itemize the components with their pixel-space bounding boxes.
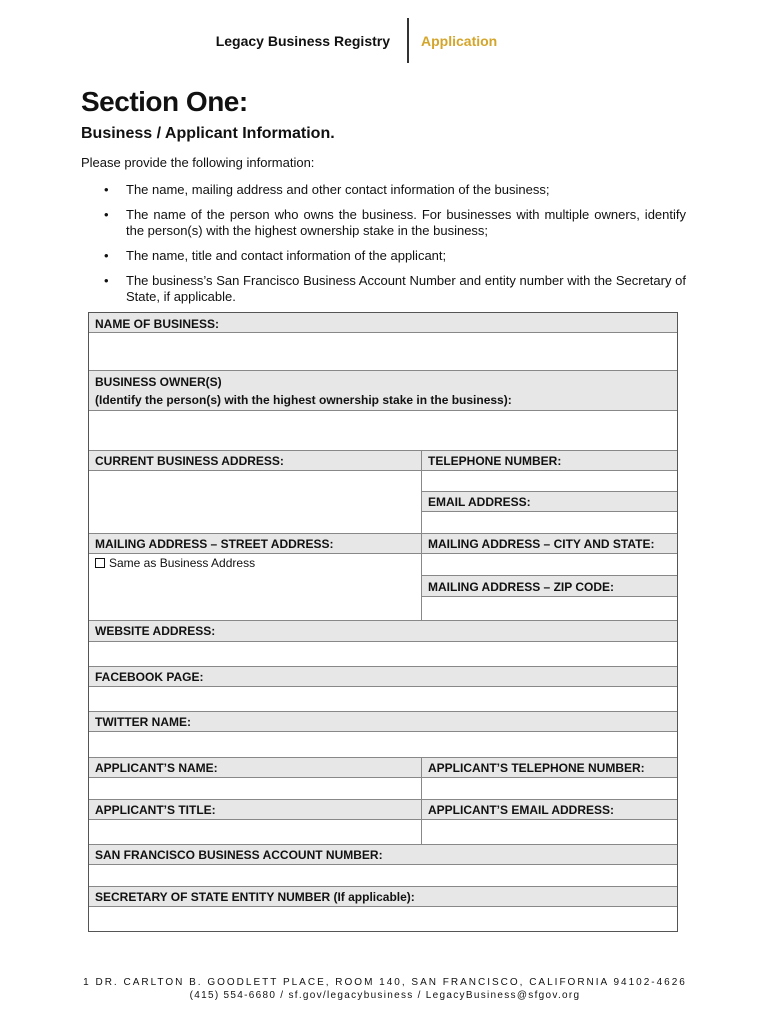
mailing-zip-label: MAILING ADDRESS – ZIP CODE:	[428, 580, 615, 594]
twitter-label: TWITTER NAME:	[95, 715, 191, 729]
website-field[interactable]	[89, 642, 677, 666]
registry-title: Legacy Business Registry	[215, 33, 390, 49]
sf-account-field[interactable]	[89, 865, 677, 886]
current-address-label: CURRENT BUSINESS ADDRESS:	[95, 454, 284, 468]
intro-text: Please provide the following information:	[81, 155, 315, 170]
applicant-title-label: APPLICANT’S TITLE:	[95, 803, 216, 817]
business-owners-label: BUSINESS OWNER(S)	[95, 375, 222, 389]
checkbox-icon[interactable]	[95, 558, 105, 568]
header-divider	[407, 18, 409, 63]
section-subtitle: Business / Applicant Information.	[81, 125, 335, 142]
mailing-zip-field[interactable]	[422, 597, 677, 620]
applicant-email-label: APPLICANT’S EMAIL ADDRESS:	[428, 803, 615, 817]
same-as-label: Same as Business Address	[109, 556, 256, 570]
bullet-item: • The name of the person who owns the business. For businesses with multiple owners, identify the person(s) with the highest ownership stake in the business;	[126, 207, 686, 239]
telephone-label: TELEPHONE NUMBER:	[428, 454, 562, 468]
same-as-business-checkbox[interactable]	[95, 556, 255, 570]
business-info-form	[88, 312, 678, 932]
footer-address: 1 DR. CARLTON B. GOODLETT PLACE, ROOM 140, SAN FRANCISCO, CALIFORNIA 94102-4626	[83, 977, 687, 988]
mailing-street-label: MAILING ADDRESS – STREET ADDRESS:	[95, 537, 334, 551]
footer-contact: (415) 554-6680 / sf.gov/legacybusiness / LegacyBusiness@sfgov.org	[189, 990, 581, 1001]
section-title: Section One:	[81, 86, 248, 117]
name-of-business-label: NAME OF BUSINESS:	[95, 317, 220, 331]
application-label: Application	[421, 33, 498, 49]
current-address-field[interactable]	[89, 471, 421, 533]
bullet-item: • The name, mailing address and other contact information of the business;	[126, 182, 686, 198]
website-label: WEBSITE ADDRESS:	[95, 624, 216, 638]
applicant-name-label: APPLICANT’S NAME:	[95, 761, 218, 775]
twitter-field[interactable]	[89, 732, 677, 757]
name-of-business-field[interactable]	[89, 333, 677, 370]
email-field[interactable]	[422, 512, 677, 533]
applicant-title-field[interactable]	[89, 820, 421, 844]
bullet-item: • The business’s San Francisco Business Account Number and entity number with the Secretary of State, if applicable.	[126, 273, 686, 305]
sos-entity-field[interactable]	[89, 907, 677, 931]
business-owners-note: (Identify the person(s) with the highest ownership stake in the business):	[95, 393, 512, 407]
sf-account-label: SAN FRANCISCO BUSINESS ACCOUNT NUMBER:	[95, 848, 383, 862]
facebook-field[interactable]	[89, 687, 677, 711]
sos-entity-label: SECRETARY OF STATE ENTITY NUMBER (If applicable):	[95, 890, 415, 904]
applicant-phone-label: APPLICANT’S TELEPHONE NUMBER:	[428, 761, 645, 775]
telephone-field[interactable]	[422, 471, 677, 491]
applicant-name-field[interactable]	[89, 778, 421, 799]
applicant-phone-field[interactable]	[422, 778, 677, 799]
mailing-city-state-field[interactable]	[422, 554, 677, 575]
business-owners-field[interactable]	[89, 411, 677, 450]
applicant-email-field[interactable]	[422, 820, 677, 844]
email-label: EMAIL ADDRESS:	[428, 495, 531, 509]
bullet-item: • The name, title and contact information of the applicant;	[126, 248, 686, 264]
facebook-label: FACEBOOK PAGE:	[95, 670, 204, 684]
mailing-city-state-label: MAILING ADDRESS – CITY AND STATE:	[428, 537, 655, 551]
